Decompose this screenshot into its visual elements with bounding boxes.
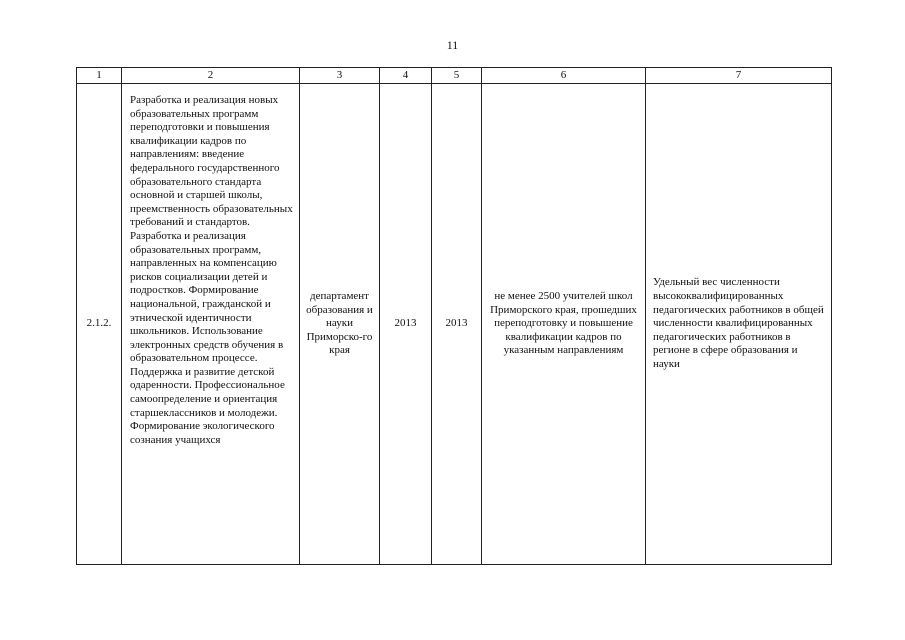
plan-table [76,67,832,565]
column-number-1: 1 [77,68,122,84]
page-number: 11 [446,38,459,52]
column-number-3: 3 [300,68,380,84]
end-year-cell: 2013 [432,84,482,565]
start-year-cell: 2013 [380,84,432,565]
activity-description-cell: Разработка и реализация новых образовательных программ переподготовки и повышения квалификации кадров по направлениям: введение федерального государственного образовательного стандарта основной и старшей школы, преемственность образовательных требований и стандартов. Разработка и реализация образовательных программ, направленных на компенсацию рисков социализации детей и подростков. Формирование национальной, гражданской и этнической идентичности школьников. Использование электронных средств обучения в образовательном процессе. Поддержка и развитие детской одаренности. Профессиональное самоопределение и ориентация старшеклассников и молодежи. Формирование экологического сознания учащихся [122,84,300,565]
column-number-5: 5 [432,68,482,84]
column-number-row [77,68,832,84]
column-number-4: 4 [380,68,432,84]
column-number-7: 7 [646,68,832,84]
column-number-2: 2 [122,68,300,84]
executor-cell: департамент образования и науки Приморско-го края [300,84,380,565]
table-row [77,84,832,565]
column-number-6: 6 [482,68,646,84]
indicator-cell: Удельный вес численности высококвалифицированных педагогических работников в общей численности квалифицированных педагогических работников в регионе в сфере образования и науки [646,84,832,565]
item-number-cell: 2.1.2. [77,84,122,565]
expected-result-cell: не менее 2500 учителей школ Приморского края, прошедших переподготовку и повышение квалификации кадров по указанным направлениям [482,84,646,565]
